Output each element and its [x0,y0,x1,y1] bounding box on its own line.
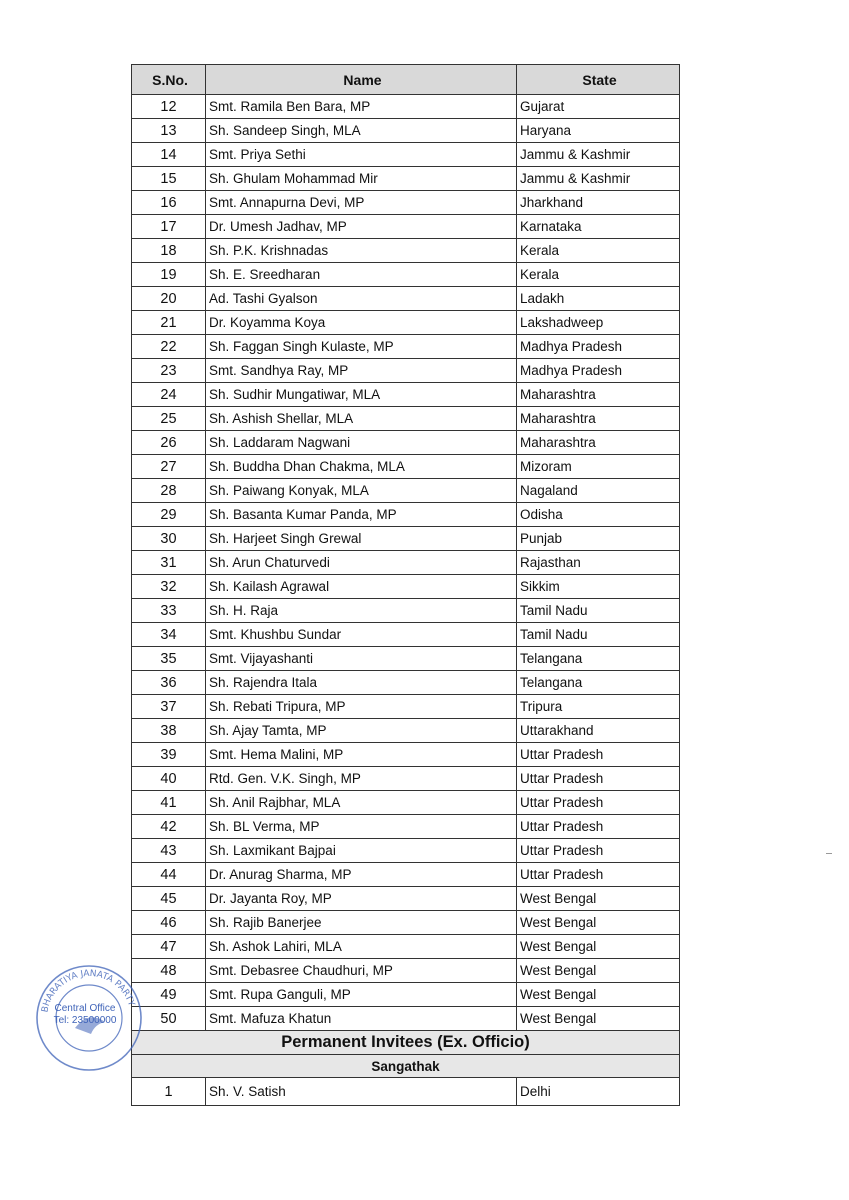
name-cell: Sh. Laxmikant Bajpai [206,839,517,863]
name-cell: Sh. Arun Chaturvedi [206,551,517,575]
state-cell: Gujarat [517,95,680,119]
sno-cell: 47 [132,935,206,959]
state-cell: Telangana [517,671,680,695]
state-cell: Sikkim [517,575,680,599]
name-cell: Rtd. Gen. V.K. Singh, MP [206,767,517,791]
table-row [132,95,680,119]
stamp-center-line2: Tel: 23500000 [53,1015,117,1026]
state-cell: Kerala [517,239,680,263]
table-row [132,431,680,455]
state-cell: West Bengal [517,911,680,935]
table-row [132,335,680,359]
state-cell: West Bengal [517,983,680,1007]
sno-cell: 45 [132,887,206,911]
sno-cell: 23 [132,359,206,383]
sno-cell: 28 [132,479,206,503]
state-cell: Jammu & Kashmir [517,167,680,191]
table-row [132,503,680,527]
name-cell: Sh. Anil Rajbhar, MLA [206,791,517,815]
sno-cell: 17 [132,215,206,239]
table-row [132,959,680,983]
state-cell: Telangana [517,647,680,671]
table-row [132,911,680,935]
state-cell: Uttar Pradesh [517,815,680,839]
name-cell: Sh. Sudhir Mungatiwar, MLA [206,383,517,407]
subsection-title: Sangathak [132,1055,680,1078]
name-cell: Sh. Rajendra Itala [206,671,517,695]
sno-cell: 1 [132,1078,206,1106]
name-cell: Dr. Koyamma Koya [206,311,517,335]
state-cell: Maharashtra [517,431,680,455]
name-cell: Smt. Mafuza Khatun [206,1007,517,1031]
name-cell: Sh. BL Verma, MP [206,815,517,839]
table-row [132,167,680,191]
state-cell: Delhi [517,1078,680,1106]
state-cell: West Bengal [517,935,680,959]
state-cell: Jharkhand [517,191,680,215]
table-row [132,743,680,767]
table-row [132,719,680,743]
sno-cell: 12 [132,95,206,119]
state-cell: Tamil Nadu [517,599,680,623]
state-cell: Uttar Pradesh [517,839,680,863]
name-cell: Smt. Sandhya Ray, MP [206,359,517,383]
sno-cell: 44 [132,863,206,887]
sno-cell: 15 [132,167,206,191]
state-cell: Uttarakhand [517,719,680,743]
sno-cell: 19 [132,263,206,287]
state-cell: Uttar Pradesh [517,791,680,815]
state-cell: Rajasthan [517,551,680,575]
state-cell: Nagaland [517,479,680,503]
column-header-sno: S.No. [132,65,206,95]
name-cell: Sh. Rebati Tripura, MP [206,695,517,719]
sno-cell: 40 [132,767,206,791]
name-cell: Sh. Kailash Agrawal [206,575,517,599]
margin-mark [826,853,832,854]
table-row [132,839,680,863]
name-cell: Sh. Laddaram Nagwani [206,431,517,455]
state-cell: Uttar Pradesh [517,767,680,791]
name-cell: Smt. Rupa Ganguli, MP [206,983,517,1007]
column-header-name: Name [206,65,517,95]
name-cell: Dr. Anurag Sharma, MP [206,863,517,887]
stamp-center-line1: Central Office [54,1003,116,1014]
state-cell: West Bengal [517,959,680,983]
sno-cell: 27 [132,455,206,479]
name-cell: Sh. Ashish Shellar, MLA [206,407,517,431]
table-row [132,383,680,407]
sno-cell: 34 [132,623,206,647]
sno-cell: 39 [132,743,206,767]
section-title-row [132,1031,680,1055]
state-cell: Karnataka [517,215,680,239]
state-cell: Ladakh [517,287,680,311]
name-cell: Smt. Ramila Ben Bara, MP [206,95,517,119]
state-cell: Madhya Pradesh [517,335,680,359]
table-row [132,575,680,599]
state-cell: Uttar Pradesh [517,743,680,767]
name-cell: Sh. Faggan Singh Kulaste, MP [206,335,517,359]
name-cell: Sh. Ashok Lahiri, MLA [206,935,517,959]
table-row [132,647,680,671]
name-cell: Ad. Tashi Gyalson [206,287,517,311]
sno-cell: 43 [132,839,206,863]
sno-cell: 41 [132,791,206,815]
sno-cell: 24 [132,383,206,407]
name-cell: Sh. Rajib Banerjee [206,911,517,935]
state-cell: Maharashtra [517,407,680,431]
state-cell: Lakshadweep [517,311,680,335]
state-cell: Haryana [517,119,680,143]
table-row [132,479,680,503]
state-cell: Mizoram [517,455,680,479]
table-row [132,215,680,239]
table-row [132,455,680,479]
table-row [132,935,680,959]
table-row [132,551,680,575]
name-cell: Smt. Vijayashanti [206,647,517,671]
state-cell: Tamil Nadu [517,623,680,647]
state-cell: Tripura [517,695,680,719]
sno-cell: 14 [132,143,206,167]
subsection-title-row [132,1055,680,1078]
sno-cell: 49 [132,983,206,1007]
sno-cell: 33 [132,599,206,623]
state-cell: West Bengal [517,887,680,911]
table-row [132,407,680,431]
table-row [132,863,680,887]
table-row [132,191,680,215]
name-cell: Sh. Harjeet Singh Grewal [206,527,517,551]
table-row [132,263,680,287]
state-cell: West Bengal [517,1007,680,1031]
sno-cell: 20 [132,287,206,311]
name-cell: Sh. V. Satish [206,1078,517,1106]
table-row [132,983,680,1007]
extra-table-body [132,1078,680,1106]
name-cell: Dr. Umesh Jadhav, MP [206,215,517,239]
state-cell: Kerala [517,263,680,287]
name-cell: Sh. E. Sreedharan [206,263,517,287]
sno-cell: 18 [132,239,206,263]
sno-cell: 29 [132,503,206,527]
name-cell: Sh. Ghulam Mohammad Mir [206,167,517,191]
name-cell: Sh. Buddha Dhan Chakma, MLA [206,455,517,479]
state-cell: Maharashtra [517,383,680,407]
table-row [132,311,680,335]
sno-cell: 25 [132,407,206,431]
sno-cell: 30 [132,527,206,551]
sno-cell: 37 [132,695,206,719]
sno-cell: 21 [132,311,206,335]
table-row [132,1078,680,1106]
table-row [132,287,680,311]
stamp-ring-text: BHARATIYA JANATA PARTY [40,968,137,1014]
table-row [132,359,680,383]
name-cell: Sh. Paiwang Konyak, MLA [206,479,517,503]
sno-cell: 48 [132,959,206,983]
sno-cell: 13 [132,119,206,143]
state-cell: Jammu & Kashmir [517,143,680,167]
sno-cell: 36 [132,671,206,695]
members-table [131,64,680,1106]
sno-cell: 50 [132,1007,206,1031]
table-row [132,119,680,143]
table-row [132,887,680,911]
state-cell: Punjab [517,527,680,551]
stamp-center-text [45,1003,125,1027]
column-header-state: State [517,65,680,95]
name-cell: Dr. Jayanta Roy, MP [206,887,517,911]
name-cell: Smt. Priya Sethi [206,143,517,167]
table-row [132,239,680,263]
table-row [132,791,680,815]
table-row [132,1007,680,1031]
sno-cell: 16 [132,191,206,215]
sno-cell: 46 [132,911,206,935]
table-row [132,815,680,839]
sno-cell: 42 [132,815,206,839]
name-cell: Sh. Ajay Tamta, MP [206,719,517,743]
table-row [132,599,680,623]
sno-cell: 35 [132,647,206,671]
sno-cell: 38 [132,719,206,743]
name-cell: Sh. Sandeep Singh, MLA [206,119,517,143]
state-cell: Madhya Pradesh [517,359,680,383]
name-cell: Smt. Debasree Chaudhuri, MP [206,959,517,983]
name-cell: Sh. P.K. Krishnadas [206,239,517,263]
name-cell: Smt. Annapurna Devi, MP [206,191,517,215]
table-row [132,695,680,719]
table-row [132,527,680,551]
sno-cell: 32 [132,575,206,599]
table-row [132,623,680,647]
name-cell: Smt. Hema Malini, MP [206,743,517,767]
table-row [132,143,680,167]
table-row [132,671,680,695]
table-row [132,767,680,791]
sno-cell: 31 [132,551,206,575]
sno-cell: 26 [132,431,206,455]
name-cell: Smt. Khushbu Sundar [206,623,517,647]
name-cell: Sh. H. Raja [206,599,517,623]
state-cell: Uttar Pradesh [517,863,680,887]
sno-cell: 22 [132,335,206,359]
table-body [132,95,680,1031]
table-header-row [132,65,680,95]
state-cell: Odisha [517,503,680,527]
name-cell: Sh. Basanta Kumar Panda, MP [206,503,517,527]
section-title: Permanent Invitees (Ex. Officio) [132,1031,680,1055]
